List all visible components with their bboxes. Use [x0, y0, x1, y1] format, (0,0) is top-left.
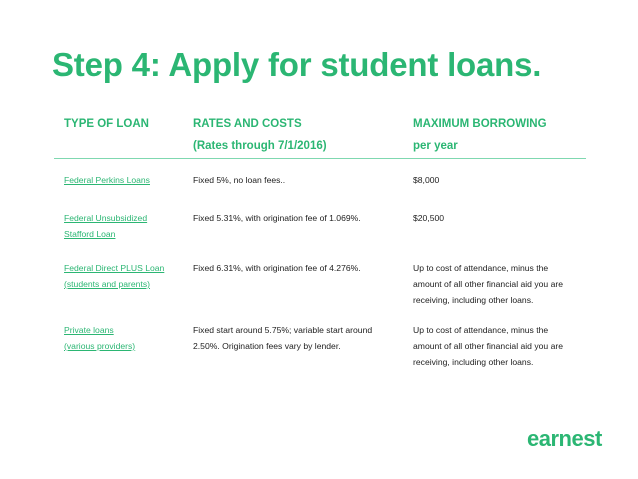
loan-type-line[interactable]: (students and parents): [64, 279, 150, 289]
max-cell: [413, 210, 593, 226]
max-cell: [413, 260, 593, 308]
header-rates-label: RATES AND COSTS: [193, 118, 302, 130]
max-line: amount of all other financial aid you are: [413, 279, 564, 289]
rate-line: 2.50%. Origination fees vary by lender.: [193, 341, 341, 351]
rate-line: Fixed 5.31%, with origination fee of 1.069%.: [193, 213, 361, 223]
rate-cell: [193, 322, 393, 354]
rate-cell: [193, 172, 393, 188]
header-maximum-borrowing: [413, 116, 547, 154]
earnest-logo: earnest: [527, 426, 602, 451]
header-type-of-loan: [64, 116, 149, 132]
loan-type-line[interactable]: Federal Perkins Loans: [64, 175, 150, 185]
max-line: $8,000: [413, 175, 440, 185]
loan-type-link[interactable]: [64, 322, 184, 354]
rate-line: Fixed start around 5.75%; variable start around: [193, 325, 373, 335]
page-title: Step 4: Apply for student loans.: [52, 46, 542, 83]
header-max-sublabel: per year: [413, 140, 458, 152]
max-line: Up to cost of attendance, minus the: [413, 325, 549, 335]
header-rates-and-costs: [193, 116, 327, 154]
max-line: receiving, including other loans.: [413, 357, 534, 367]
loan-type-line[interactable]: Private loans: [64, 325, 114, 335]
max-cell: [413, 172, 593, 188]
max-line: receiving, including other loans.: [413, 295, 534, 305]
loan-type-line[interactable]: Federal Direct PLUS Loan: [64, 263, 165, 273]
loan-type-link[interactable]: [64, 210, 184, 242]
loan-type-line[interactable]: Stafford Loan: [64, 229, 116, 239]
header-rates-sublabel: (Rates through 7/1/2016): [193, 140, 327, 152]
rate-cell: [193, 210, 393, 226]
header-max-label: MAXIMUM BORROWING: [413, 118, 547, 130]
rate-line: Fixed 6.31%, with origination fee of 4.276%.: [193, 263, 361, 273]
rate-line: Fixed 5%, no loan fees..: [193, 175, 286, 185]
header-type-label: TYPE OF LOAN: [64, 118, 149, 130]
loan-type-link[interactable]: [64, 260, 184, 292]
loan-type-line[interactable]: Federal Unsubsidized: [64, 213, 148, 223]
max-line: Up to cost of attendance, minus the: [413, 263, 549, 273]
header-divider: [54, 158, 586, 159]
loan-type-link[interactable]: [64, 172, 184, 188]
max-line: $20,500: [413, 213, 445, 223]
rate-cell: [193, 260, 393, 276]
max-line: amount of all other financial aid you are: [413, 341, 564, 351]
loan-type-line[interactable]: (various providers): [64, 341, 136, 351]
max-cell: [413, 322, 593, 370]
